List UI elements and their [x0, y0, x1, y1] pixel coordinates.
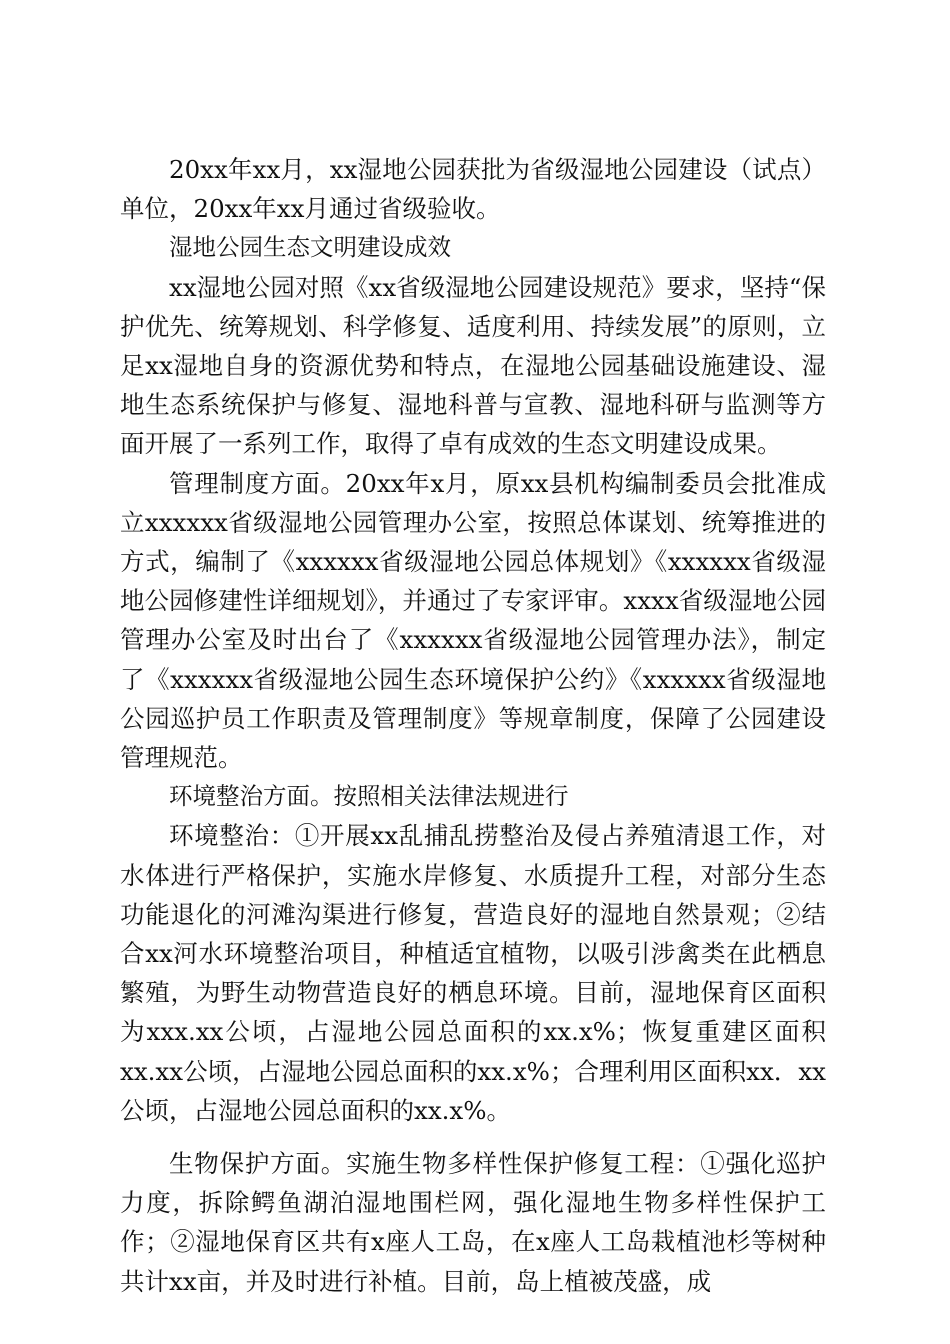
document-body [120, 150, 826, 1301]
paragraph-overview: xx湿地公园对照《xx省级湿地公园建设规范》要求，坚持“保护优先、统筹规划、科学修复、适度利用、持续发展”的原则，立足xx湿地自身的资源优势和特点，在湿地公园基础设施建设、湿地生态系统保护与修复、湿地科普与宣教、湿地科研与监测等方面开展了一系列工作，取得了卓有成效的生态文明建设成果。 [120, 272, 826, 459]
section-heading-environment: 环境整治方面。按照相关法律法规进行 [169, 782, 569, 811]
paragraph-spacer [120, 1130, 826, 1144]
paragraph-environment: 环境整治：①开展xx乱捕乱捞整治及侵占养殖清退工作，对水体进行严格保护，实施水岸修复、水质提升工程，对部分生态功能退化的河滩沟渠进行修复，营造良好的湿地自然景观；②结合xx河水环境整治项目，种植适宜植物，以吸引涉禽类在此栖息繁殖，为野生动物营造良好的栖息环境。目前，湿地保育区面积为xxx.xx公顷，占湿地公园总面积的xx.x%；恢复重建区面积xx.xx公顷，占湿地公园总面积的xx.x%；合理利用区面积xx．xx公顷，占湿地公园总面积的xx.x%。 [120, 821, 826, 1125]
section-heading-achievements: 湿地公园生态文明建设成效 [169, 233, 451, 262]
paragraph-biology: 生物保护方面。实施生物多样性保护修复工程：①强化巡护力度，拆除鳄鱼湖泊湿地围栏网，强化湿地生物多样性保护工作；②湿地保育区共有x座人工岛，在x座人工岛栽植池杉等树种共计xx亩，并及时进行补植。目前，岛上植被茂盛，成 [120, 1149, 826, 1296]
paragraph-management: 管理制度方面。20xx年x月，原xx县机构编制委员会批准成立xxxxxx省级湿地公园管理办公室，按照总体谋划、统筹推进的方式，编制了《xxxxxx省级湿地公园总体规划》《xxxxxx省级湿地公园修建性详细规划》，并通过了专家评审。xxxx省级湿地公园管理办公室及时出台了《xxxxxx省级湿地公园管理办法》，制定了《xxxxxx省级湿地公园生态环境保护公约》《xxxxxx省级湿地公园巡护员工作职责及管理制度》等规章制度，保障了公园建设管理规范。 [120, 468, 827, 773]
paragraph-approval: 20xx年xx月，xx湿地公园获批为省级湿地公园建设（试点）单位，20xx年xx月通过省级验收。 [120, 155, 826, 224]
